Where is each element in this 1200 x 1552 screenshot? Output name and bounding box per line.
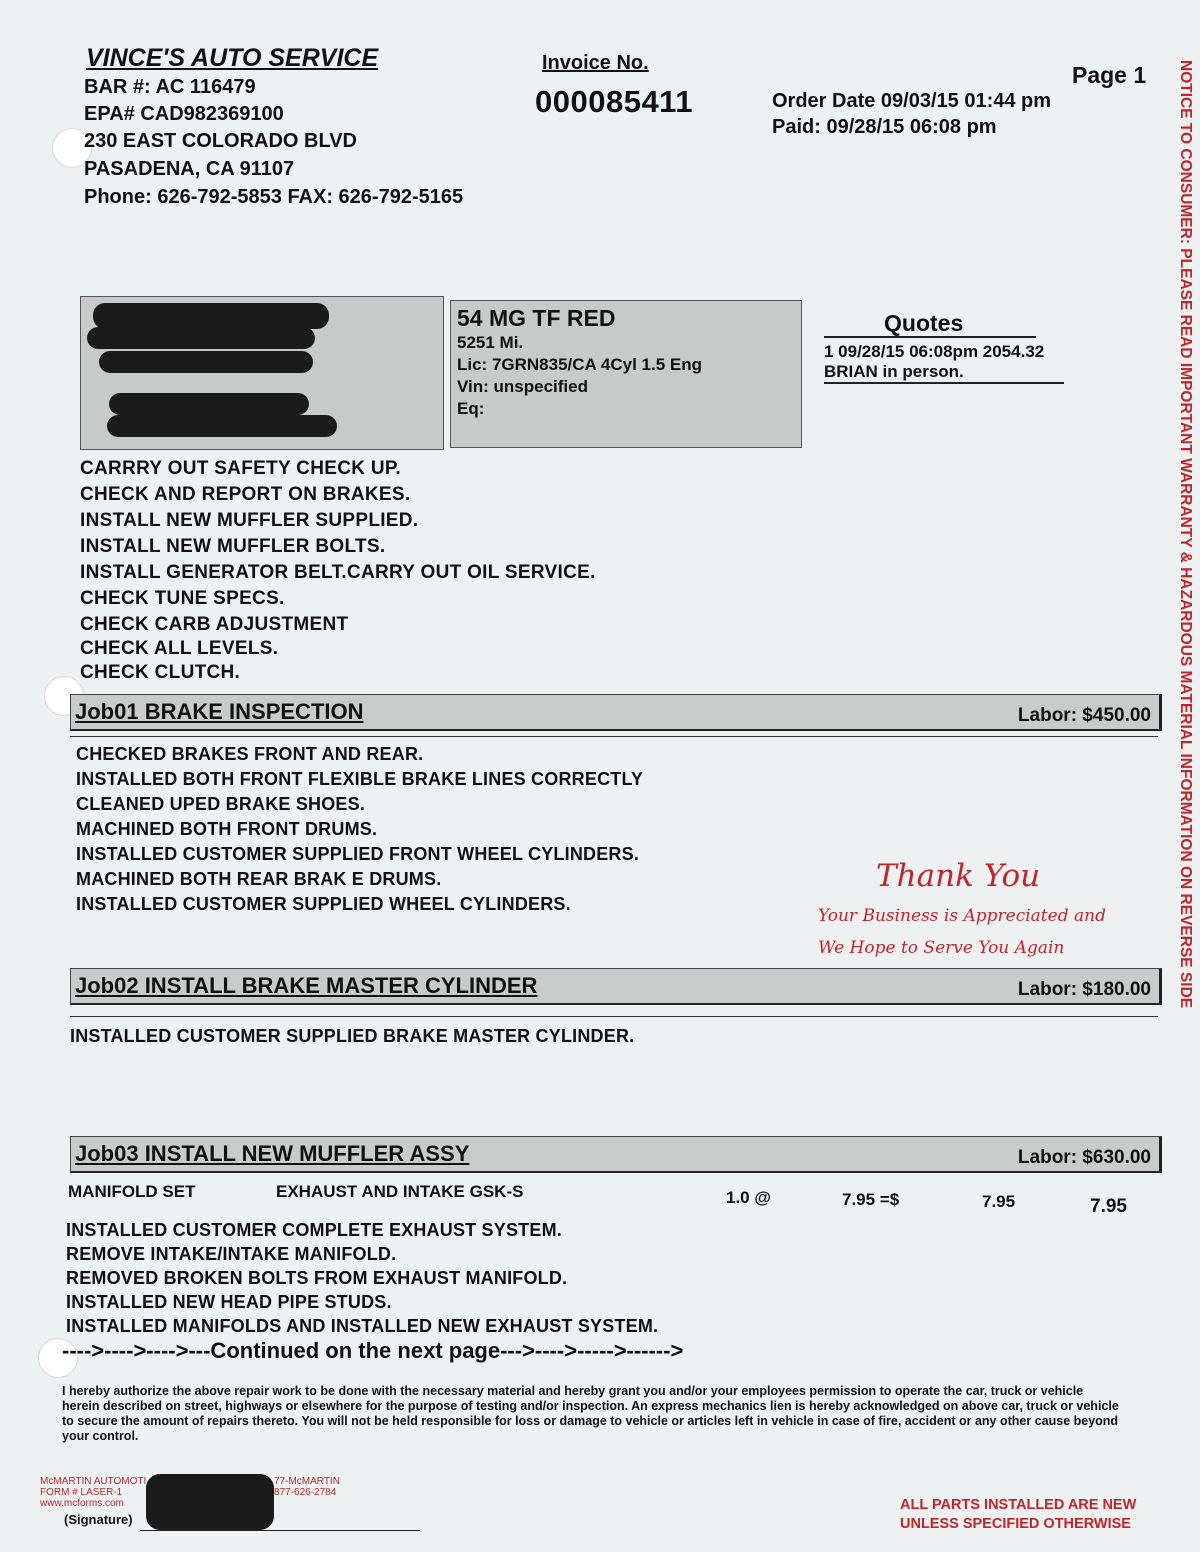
job-line: REMOVE INTAKE/INTAKE MANIFOLD. bbox=[66, 1244, 397, 1264]
instruction-line: CHECK CARB ADJUSTMENT bbox=[80, 614, 349, 635]
instruction-line: CARRRY OUT SAFETY CHECK UP. bbox=[80, 458, 401, 479]
vehicle-box bbox=[450, 300, 802, 448]
redaction-mark bbox=[109, 393, 309, 415]
shop-address-line2: PASADENA, CA 91107 bbox=[84, 158, 295, 180]
form-info-line: FORM # LASER-1 bbox=[40, 1487, 123, 1498]
invoice-number: 000085411 bbox=[535, 84, 693, 119]
form-info bbox=[40, 1476, 146, 1509]
shop-epa-number: EPA# CAD982369100 bbox=[84, 103, 284, 125]
job-header-bar bbox=[70, 694, 1162, 731]
signature-redaction bbox=[146, 1474, 274, 1530]
authorization-text: I hereby authorize the above repair work to be done with the necessary material and hereby grant you and/or your employees permission to operate the car, truck or vehicle herein described on street, highways or elsewhere for the purpose of testing and/or inspection. An express mechanics lien is hereby acknowledged on above car, truck or vehicle to secure the amount of repairs thereto. You will not be held responsible for loss or damage to vehicle or articles left in vehicle in case of fire, accident or any other cause beyond your control. bbox=[62, 1384, 1119, 1443]
job-line: REMOVED BROKEN BOLTS FROM EXHAUST MANIFOLD. bbox=[66, 1268, 568, 1288]
quotes-title-rule bbox=[824, 336, 1036, 338]
shop-address-line1: 230 EAST COLORADO BLVD bbox=[84, 130, 357, 152]
job-line: INSTALLED CUSTOMER SUPPLIED WHEEL CYLINDERS. bbox=[76, 894, 571, 914]
job-title: Job03 INSTALL NEW MUFFLER ASSY bbox=[75, 1141, 470, 1166]
part-description: EXHAUST AND INTAKE GSK-S bbox=[276, 1182, 524, 1201]
job-line: INSTALLED CUSTOMER SUPPLIED FRONT WHEEL CYLINDERS. bbox=[76, 844, 640, 864]
parts-note-line: ALL PARTS INSTALLED ARE NEW bbox=[900, 1497, 1137, 1513]
thank-you-stamp-line: We Hope to Serve You Again bbox=[818, 938, 1065, 958]
signature-line bbox=[140, 1530, 420, 1531]
vehicle-vin: Vin: unspecified bbox=[457, 377, 588, 396]
paid-date: Paid: 09/28/15 06:08 pm bbox=[772, 116, 997, 138]
job-title: Job01 BRAKE INSPECTION bbox=[75, 699, 364, 724]
job-labor: Labor: $180.00 bbox=[1017, 979, 1151, 1000]
continued-notice: ---->---->---->---Continued on the next page--->---->----->------> bbox=[62, 1338, 684, 1363]
part-extended: 7.95 bbox=[982, 1192, 1016, 1211]
redaction-mark bbox=[107, 415, 337, 437]
job-line: INSTALLED BOTH FRONT FLEXIBLE BRAKE LINES CORRECTLY bbox=[76, 769, 644, 789]
parts-note-line: UNLESS SPECIFIED OTHERWISE bbox=[900, 1516, 1131, 1532]
job-line: MACHINED BOTH REAR BRAK E DRUMS. bbox=[76, 869, 442, 889]
job-line: INSTALLED NEW HEAD PIPE STUDS. bbox=[66, 1292, 392, 1312]
job-line: MACHINED BOTH FRONT DRUMS. bbox=[76, 819, 378, 839]
quote-approver: BRIAN in person. bbox=[824, 362, 964, 381]
job-line: INSTALLED CUSTOMER SUPPLIED BRAKE MASTER CYLINDER. bbox=[70, 1026, 635, 1046]
parts-note bbox=[900, 1496, 1136, 1534]
quotes-title: Quotes bbox=[884, 310, 964, 336]
page-number: Page 1 bbox=[1072, 62, 1147, 88]
form-info-line: www.mcforms.com bbox=[40, 1498, 124, 1509]
shop-phone: Phone: 626-792-5853 FAX: 626-792-5165 bbox=[84, 186, 464, 208]
form-info-phone bbox=[274, 1476, 340, 1498]
vehicle-title: 54 MG TF RED bbox=[457, 305, 616, 331]
part-total: 7.95 bbox=[1090, 1196, 1127, 1217]
part-quantity: 1.0 @ bbox=[726, 1188, 771, 1207]
job-labor: Labor: $450.00 bbox=[1017, 705, 1151, 726]
redaction-mark bbox=[99, 351, 313, 373]
part-unit-price: 7.95 =$ bbox=[842, 1190, 900, 1209]
instruction-line: CHECK ALL LEVELS. bbox=[80, 638, 279, 659]
form-info-line: 77-McMARTIN bbox=[274, 1476, 340, 1487]
job-line: CHECKED BRAKES FRONT AND REAR. bbox=[76, 744, 424, 764]
quote-entry: 1 09/28/15 06:08pm 2054.32 bbox=[824, 342, 1045, 361]
order-date: Order Date 09/03/15 01:44 pm bbox=[772, 90, 1052, 112]
job-rule bbox=[70, 736, 1158, 737]
redaction-mark bbox=[93, 303, 329, 329]
redaction-mark bbox=[87, 327, 315, 349]
instruction-line: CHECK CLUTCH. bbox=[80, 662, 241, 683]
quotes-bottom-rule bbox=[824, 382, 1064, 384]
job-labor: Labor: $630.00 bbox=[1017, 1147, 1151, 1168]
signature-label: (Signature) bbox=[64, 1512, 133, 1527]
invoice-label: Invoice No. bbox=[542, 52, 649, 74]
shop-bar-number: BAR #: AC 116479 bbox=[84, 76, 256, 98]
thank-you-stamp-title: Thank You bbox=[876, 858, 1041, 894]
instruction-line: INSTALL NEW MUFFLER SUPPLIED. bbox=[80, 510, 419, 531]
job-title: Job02 INSTALL BRAKE MASTER CYLINDER bbox=[75, 973, 538, 998]
job-header-bar bbox=[70, 968, 1162, 1005]
instruction-line: CHECK TUNE SPECS. bbox=[80, 588, 285, 609]
job-line: INSTALLED MANIFOLDS AND INSTALLED NEW EXHAUST SYSTEM. bbox=[66, 1316, 659, 1336]
job-rule bbox=[70, 1016, 1158, 1017]
shop-name: VINCE'S AUTO SERVICE bbox=[86, 44, 379, 72]
form-info-line: McMARTIN AUTOMOTI bbox=[40, 1476, 147, 1487]
customer-box-redacted bbox=[80, 296, 444, 450]
job-line: INSTALLED CUSTOMER COMPLETE EXHAUST SYSTEM. bbox=[66, 1220, 562, 1240]
instruction-line: INSTALL NEW MUFFLER BOLTS. bbox=[80, 536, 386, 557]
part-name: MANIFOLD SET bbox=[68, 1182, 196, 1201]
job-header-bar bbox=[70, 1136, 1162, 1173]
form-info-line: 877-626-2784 bbox=[274, 1487, 337, 1498]
thank-you-stamp-line: Your Business is Appreciated and bbox=[818, 906, 1106, 926]
vehicle-license: Lic: 7GRN835/CA 4Cyl 1.5 Eng bbox=[457, 355, 703, 374]
job-line: CLEANED UPED BRAKE SHOES. bbox=[76, 794, 366, 814]
side-consumer-notice: NOTICE TO CONSUMER: PLEASE READ IMPORTANT WARRANTY & HAZARDOUS MATERIAL INFORMATION ON REVERSE SIDE bbox=[1177, 60, 1194, 1009]
instruction-line: INSTALL GENERATOR BELT.CARRY OUT OIL SERVICE. bbox=[80, 562, 596, 583]
vehicle-equipment: Eq: bbox=[457, 399, 485, 418]
instruction-line: CHECK AND REPORT ON BRAKES. bbox=[80, 484, 411, 505]
vehicle-mileage: 5251 Mi. bbox=[457, 333, 524, 352]
